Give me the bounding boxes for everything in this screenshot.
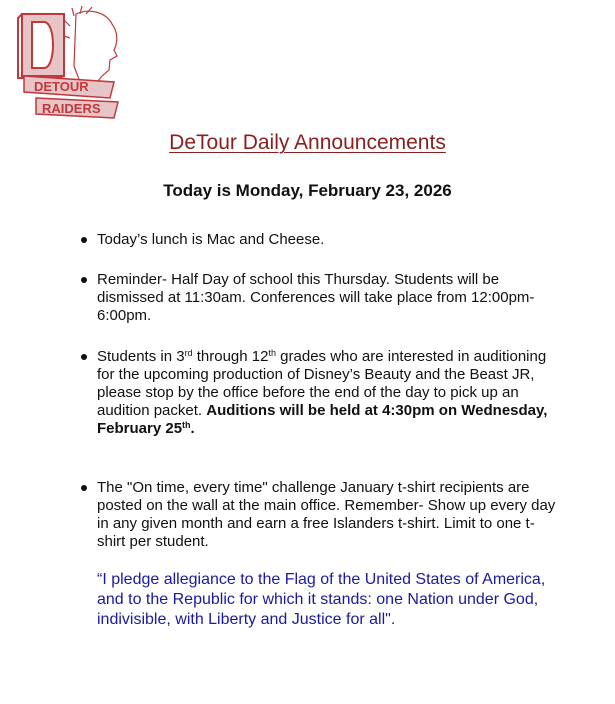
bullet-icon [81,237,87,243]
text-part: Students in 3 [97,348,185,365]
svg-text:DETOUR: DETOUR [34,79,89,94]
superscript: th [182,420,191,430]
superscript: th [268,348,276,358]
announcement-item [97,479,559,551]
bullet-icon [81,277,87,283]
bullet-icon [81,485,87,491]
superscript: rd [184,348,193,358]
announcement-item [97,271,559,325]
date-heading: Today is Monday, February 23, 2026 [163,181,452,200]
text-part: grades who are interested in auditioning for the upcoming production of Disney’s Beauty and the Beast JR, please stop by the office before the end of the day to pick up an audition packet. [97,348,547,419]
text-part: through 12 [192,348,269,365]
announcement-item [97,231,559,249]
bold-text: . [190,420,195,437]
announcement-text [97,348,547,437]
svg-text:RAIDERS: RAIDERS [42,101,101,116]
bold-text: Auditions will be held at 4:30pm on Wednesday, February 25 [97,402,548,437]
announcement-text: The "On time, every time" challenge January t-shirt recipients are posted on the wall at the main office. Remember- Show up every day in any given month and earn a free Islanders t-shirt. Limit to one t-shirt per student. [97,479,556,550]
announcement-item [97,348,559,438]
announcement-text: Today’s lunch is Mac and Cheese. [97,231,325,248]
detour-raiders-logo [14,6,134,121]
announcement-text: Reminder- Half Day of school this Thursday. Students will be dismissed at 11:30am. Conferences will take place from 12:00pm-6:00pm. [97,271,535,324]
pledge-of-allegiance: “I pledge allegiance to the Flag of the United States of America, and to the Republic for which it stands: one Nation under God, indivisible, with Liberty and Justice for all". [97,571,546,628]
page-title: DeTour Daily Announcements [169,131,446,154]
bullet-icon [81,354,87,360]
